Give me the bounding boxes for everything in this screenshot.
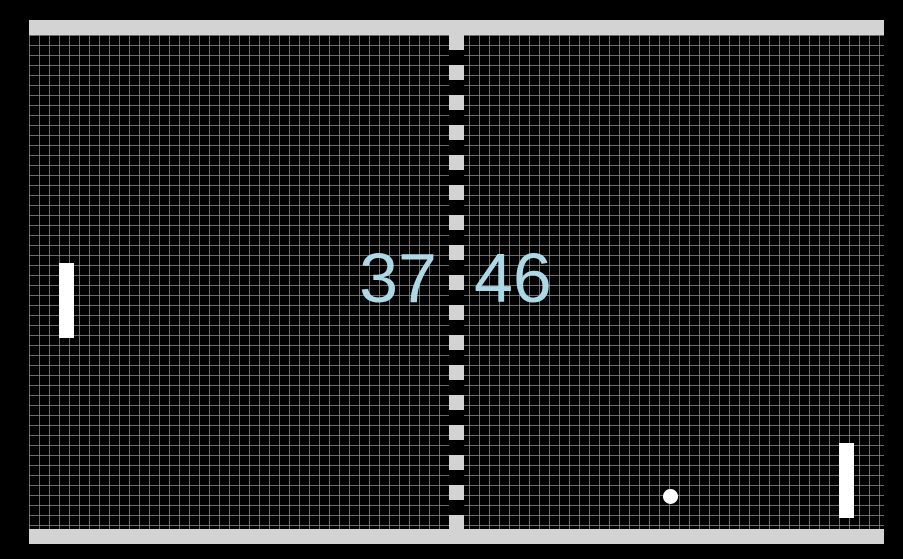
right-paddle[interactable] (839, 443, 854, 518)
left-paddle[interactable] (59, 263, 74, 338)
ball (663, 489, 678, 504)
bottom-wall (29, 529, 884, 544)
top-wall (29, 20, 884, 35)
left-score: 37 (359, 239, 437, 317)
center-net (449, 35, 464, 529)
right-score: 46 (474, 239, 552, 317)
